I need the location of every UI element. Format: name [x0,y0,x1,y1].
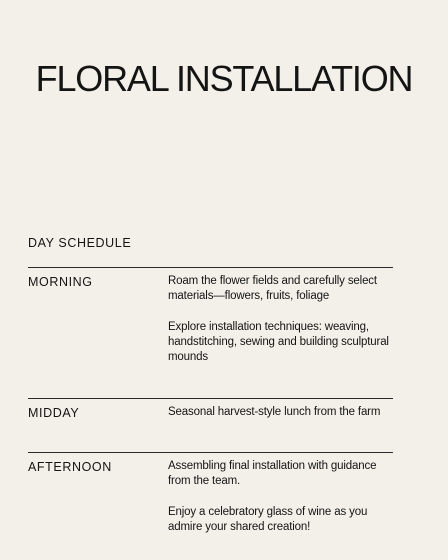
schedule-item-text: Seasonal harvest-style lunch from the farm [168,406,381,418]
schedule-row-label: MIDDAY [28,406,80,420]
schedule-row-label: MORNING [28,275,93,289]
schedule-row-afternoon [28,452,393,533]
schedule-row-morning [28,267,393,363]
schedule-row-midday [28,398,393,420]
schedule-row-description [168,274,393,365]
schedule-item-text: Assembling final installation with guidance from the team. [168,460,377,487]
schedule-row-description [168,405,393,420]
schedule-item-text: Explore installation techniques: weaving, handstitching, sewing and building sculptural mounds [168,321,389,363]
schedule-heading: DAY SCHEDULE [28,236,132,250]
schedule-row-description [168,459,393,535]
page-title: FLORAL INSTALLATION [35,58,413,99]
schedule-item-text: Roam the flower fields and carefully select materials—flowers, fruits, foliage [168,275,377,302]
schedule-row-label: AFTERNOON [28,460,112,474]
schedule-item-text: Enjoy a celebratory glass of wine as you admire your shared creation! [168,506,368,533]
